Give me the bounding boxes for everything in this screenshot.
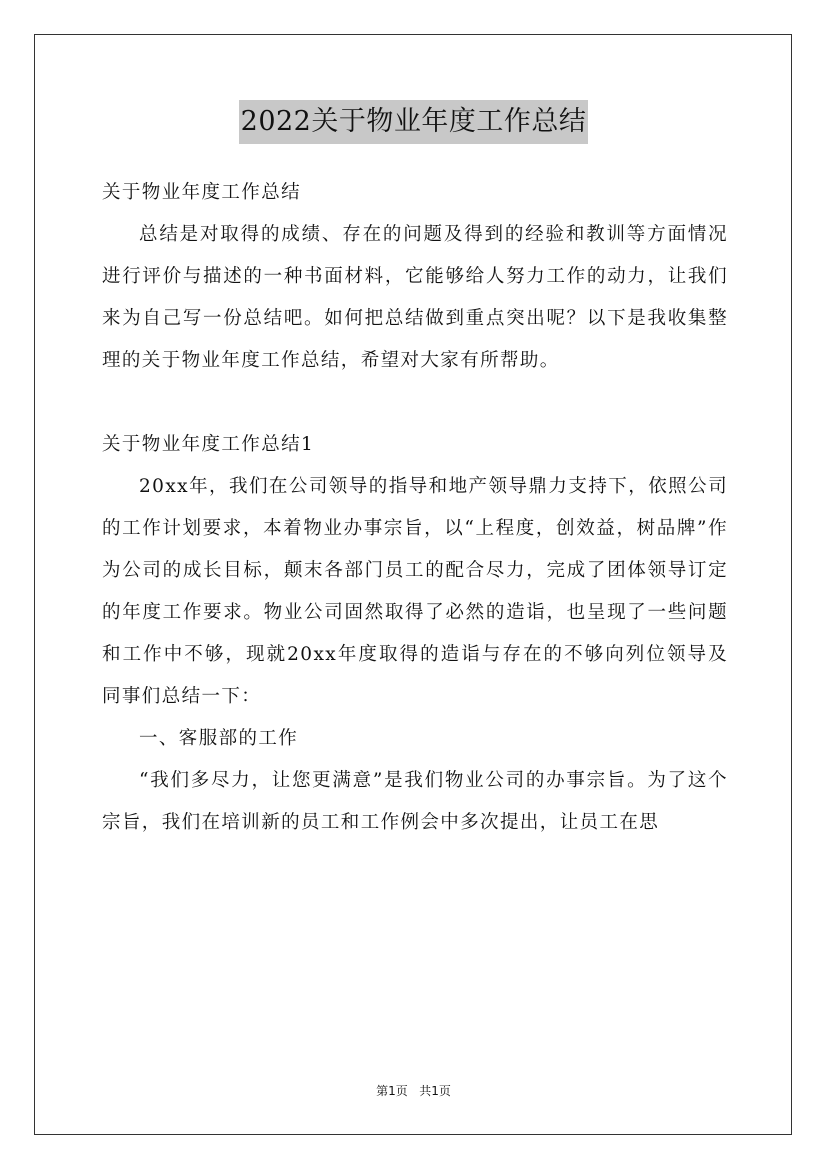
spacer — [102, 382, 728, 424]
section-paragraph: 20xx年，我们在公司领导的指导和地产领导鼎力支持下，依照公司的工作计划要求，本着物业办事宗旨，以“上程度，创效益，树品牌”作为公司的成长目标，颠末各部门员工的配合尽力，完成了团体领导订定的年度工作要求。物业公司固然取得了必然的造诣，也呈现了一些问题和工作中不够，现就20xx年度取得的造诣与存在的不够向列位领导及同事们总结一下： — [102, 476, 728, 707]
title-container — [0, 100, 827, 144]
page-total: 共1页 — [419, 1084, 451, 1098]
document-body — [102, 172, 728, 844]
subsection-heading: 一、客服部的工作 — [139, 728, 299, 749]
page-footer — [0, 1082, 827, 1099]
section-heading: 关于物业年度工作总结1 — [102, 434, 315, 455]
subtitle: 关于物业年度工作总结 — [102, 182, 302, 203]
page-number: 第1页 — [376, 1084, 408, 1098]
document-title: 2022关于物业年度工作总结 — [239, 100, 589, 144]
intro-paragraph: 总结是对取得的成绩、存在的问题及得到的经验和教训等方面情况进行评价与描述的一种书面材料，它能够给人努力工作的动力，让我们来为自己写一份总结吧。如何把总结做到重点突出呢？以下是我收集整理的关于物业年度工作总结，希望对大家有所帮助。 — [102, 224, 728, 371]
section-paragraph-2: “我们多尽力，让您更满意”是我们物业公司的办事宗旨。为了这个宗旨，我们在培训新的员工和工作例会中多次提出，让员工在思 — [102, 770, 728, 833]
